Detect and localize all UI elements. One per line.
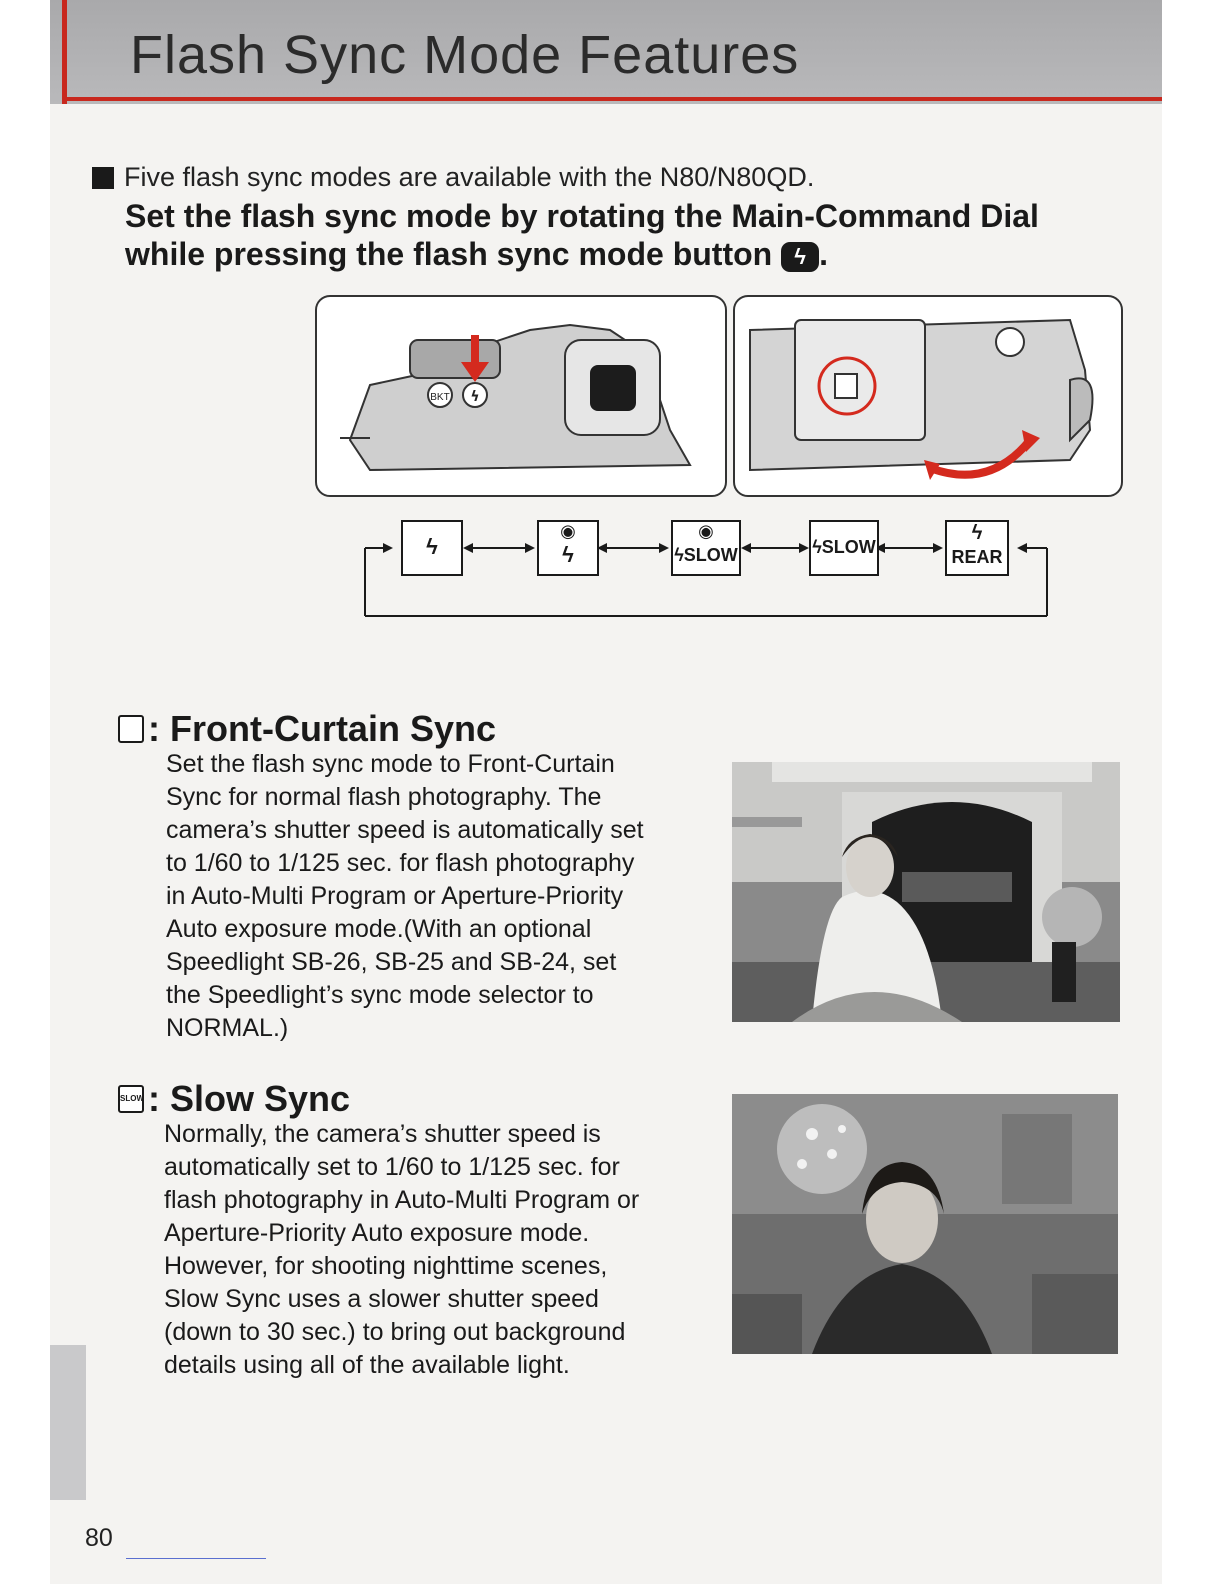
page-title: Flash Sync Mode Features	[130, 25, 800, 85]
text-line: in Auto-Multi Program or Aperture-Priority	[166, 882, 624, 910]
front-curtain-icon	[118, 715, 144, 743]
camera-diagram	[310, 290, 1125, 502]
text-line: Speedlight SB-26, SB-25 and SB-24, set	[166, 948, 617, 976]
front-curtain-body	[166, 748, 644, 1045]
command-dial	[410, 340, 500, 378]
square-bullet-icon	[92, 167, 114, 189]
flash-bolt-icon: ϟ	[812, 537, 822, 557]
eye-icon: ◉	[560, 521, 576, 541]
mode-front-curtain	[401, 520, 463, 576]
text-line: Normally, the camera’s shutter speed is	[164, 1120, 601, 1148]
side-tab	[50, 1345, 86, 1500]
text-line: Set the flash sync mode to Front-Curtain	[166, 750, 615, 778]
text-line: automatically set to 1/60 to 1/125 sec. for	[164, 1153, 620, 1181]
text-line: flash photography in Auto-Multi Program or	[164, 1186, 640, 1214]
flash-bolt-icon: ϟ	[562, 542, 574, 567]
red-arrow-shaft	[471, 335, 479, 365]
lcd-panel	[795, 320, 925, 440]
slow-sync-heading	[118, 1078, 350, 1120]
flash-bolt-icon: ϟ	[971, 522, 983, 544]
page-number: 80	[85, 1524, 113, 1552]
intro-instruction-text: Set the flash sync mode by rotating the Main-Command Dial while pressing the flash sync mode button	[125, 198, 1039, 272]
front-curtain-title: : Front-Curtain Sync	[148, 708, 496, 749]
slow-sync-title: : Slow Sync	[148, 1078, 351, 1119]
photo-illustration	[732, 762, 1120, 1022]
text-line: the Speedlight’s sync mode selector to	[166, 981, 594, 1009]
text-line: Aperture-Priority Auto exposure mode.	[164, 1219, 590, 1247]
text-line: camera’s shutter speed is automatically set	[166, 816, 644, 844]
lcd-flash-icon	[835, 374, 857, 398]
eye-icon: ◉	[698, 521, 714, 541]
mode-label: SLOW	[821, 537, 876, 557]
intro-block	[92, 162, 1122, 273]
slow-sync-sample-photo	[732, 1094, 1118, 1354]
mode-slow-sync	[809, 520, 879, 576]
mode-label: SLOW	[683, 545, 738, 565]
header-accent-bar	[62, 0, 67, 104]
footer-rule	[126, 1558, 266, 1559]
svg-text:ϟ: ϟ	[470, 389, 480, 405]
flash-bolt-icon: ϟ	[426, 534, 438, 559]
text-line: However, for shooting nighttime scenes,	[164, 1252, 608, 1280]
slow-sync-body	[164, 1118, 639, 1382]
flash-bolt-icon: ϟ	[674, 545, 684, 565]
text-line: Sync for normal flash photography. The	[166, 783, 602, 811]
mode-rear-curtain	[945, 520, 1009, 576]
viewfinder-window	[590, 365, 636, 411]
text-line: Auto exposure mode.(With an optional	[166, 915, 592, 943]
text-line: NORMAL.)	[166, 1014, 289, 1042]
slow-sync-icon: SLOW	[118, 1085, 144, 1113]
mode-label: REAR	[951, 547, 1003, 567]
intro-line	[92, 162, 1122, 193]
front-curtain-sample-photo	[732, 762, 1120, 1022]
photo-illustration	[732, 1094, 1118, 1354]
illuminator-button	[996, 328, 1024, 356]
intro-text: Five flash sync modes are available with the N80/N80QD.	[124, 162, 815, 192]
flash-button-icon: ϟ	[781, 242, 819, 272]
bkt-label: BKT	[430, 392, 450, 403]
text-line: (down to 30 sec.) to bring out background	[164, 1318, 626, 1346]
text-line: details using all of the available light.	[164, 1351, 570, 1379]
intro-instruction	[125, 197, 1122, 273]
mode-red-eye-slow	[671, 520, 741, 576]
intro-instruction-end: .	[819, 236, 828, 272]
text-line: to 1/60 to 1/125 sec. for flash photography	[166, 849, 635, 877]
header-accent-line	[62, 97, 1162, 101]
mode-red-eye	[537, 520, 599, 576]
text-line: Slow Sync uses a slower shutter speed	[164, 1285, 599, 1313]
front-curtain-heading	[118, 708, 496, 750]
